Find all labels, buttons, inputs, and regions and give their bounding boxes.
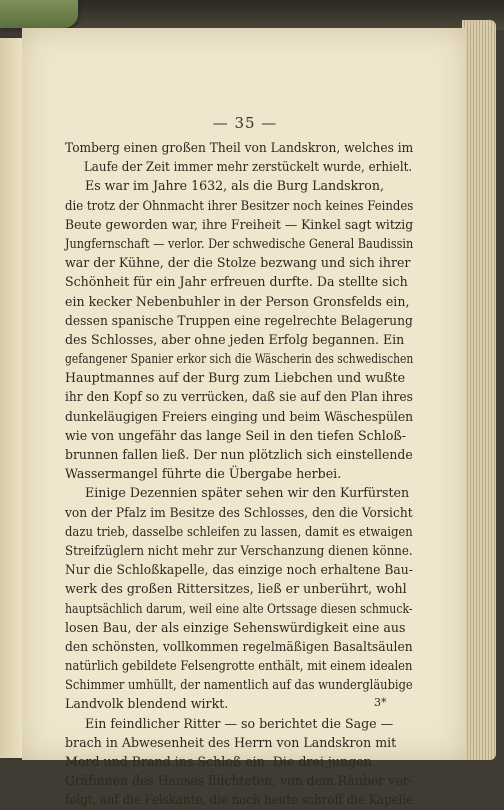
text-line: Beute geworden war, ihre Freiheit — Kinkel sagt witzig: [65, 216, 414, 232]
text-line: Gräfinnen des Hauses flüchteten, von dem Räuber ver-: [65, 773, 413, 789]
text-line: Ein feindlicher Ritter — so berichtet die Sage —: [85, 715, 394, 731]
text-line: Streifzüglern nicht mehr zur Verschanzung dienen könne.: [65, 542, 413, 558]
text-line: Jungfernschaft — verlor. Der schwedische General Baudissin: [65, 235, 414, 251]
text-line: Schimmer umhüllt, der namentlich auf das wundergläubige: [65, 677, 413, 693]
text-line: Wassermangel führte die Übergabe herbei.: [65, 466, 342, 482]
page-stack-edges: [462, 20, 496, 760]
ribbon-bookmark: [0, 0, 78, 28]
text-line: ein kecker Nebenbuhler in der Person Gronsfelds ein,: [65, 293, 410, 309]
text-line: wie von ungefähr das lange Seil in den tiefen Schloß-: [65, 427, 407, 443]
body-text: [65, 138, 413, 810]
text-line: gefangener Spanier erkor sich die Wäscherin des schwedischen: [65, 351, 414, 367]
text-line: Nur die Schloßkapelle, das einzige noch erhaltene Bau-: [65, 562, 413, 578]
text-line: brach in Abwesenheit des Herrn von Landskron mit: [65, 734, 397, 750]
text-line: Es war im Jahre 1632, als die Burg Landskron,: [85, 178, 384, 194]
text-line: Schönheit für ein Jahr erfreuen durfte. Da stellte sich: [65, 274, 408, 290]
text-line: Einige Dezennien später sehen wir den Kurfürsten: [85, 485, 410, 501]
text-line: des Schlosses, aber ohne jeden Erfolg begannen. Ein: [65, 331, 405, 347]
text-line: ihr den Kopf so zu verrücken, daß sie auf den Plan ihres: [65, 389, 413, 405]
text-line: Tomberg einen großen Theil von Landskron, welches im: [65, 140, 414, 155]
page-number: — 35 —: [212, 114, 278, 132]
text-line: Landvolk blendend wirkt.: [65, 696, 229, 712]
text-line: folgt, auf die Felskante, die noch heute schroff die Kapelle: [65, 792, 414, 808]
text-line: war der Kühne, der die Stolze bezwang und sich ihrer: [65, 255, 411, 271]
text-line: die trotz der Ohnmacht ihrer Besitzer noch keines Feindes: [65, 197, 414, 213]
printer-signature-mark: 3*: [374, 696, 387, 709]
text-line: brunnen fallen ließ. Der nun plötzlich sich einstellende: [65, 447, 413, 462]
text-line: natürlich gebildete Felsengrotte enthält, mit einem idealen: [65, 658, 413, 674]
previous-page-edge: [0, 38, 24, 758]
text-line: dazu trieb, dasselbe schleifen zu lassen, damit es etwaigen: [65, 523, 413, 539]
text-line: werk des großen Rittersitzes, ließ er unberührt, wohl: [65, 581, 407, 597]
text-line: losen Bau, der als einzige Sehenswürdigkeit eine aus: [65, 619, 406, 635]
text-line: dunkeläugigen Freiers einging und beim Wäschespülen: [65, 408, 414, 424]
text-line: hauptsächlich darum, weil eine alte Ortssage diesen schmuck-: [65, 600, 413, 616]
text-line: dessen spanische Truppen eine regelrechte Belagerung: [65, 312, 413, 328]
text-line: Mord und Brand ins Schloß ein. Die drei jungen: [65, 754, 372, 769]
text-line: den schönsten, vollkommen regelmäßigen Basaltsäulen: [65, 638, 413, 654]
text-line: Laufe der Zeit immer mehr zerstückelt wurde, erhielt.: [83, 159, 413, 175]
text-line: von der Pfalz im Besitze des Schlosses, den die Vorsicht: [65, 504, 413, 520]
text-line: Hauptmannes auf der Burg zum Liebchen und wußte: [65, 370, 406, 386]
